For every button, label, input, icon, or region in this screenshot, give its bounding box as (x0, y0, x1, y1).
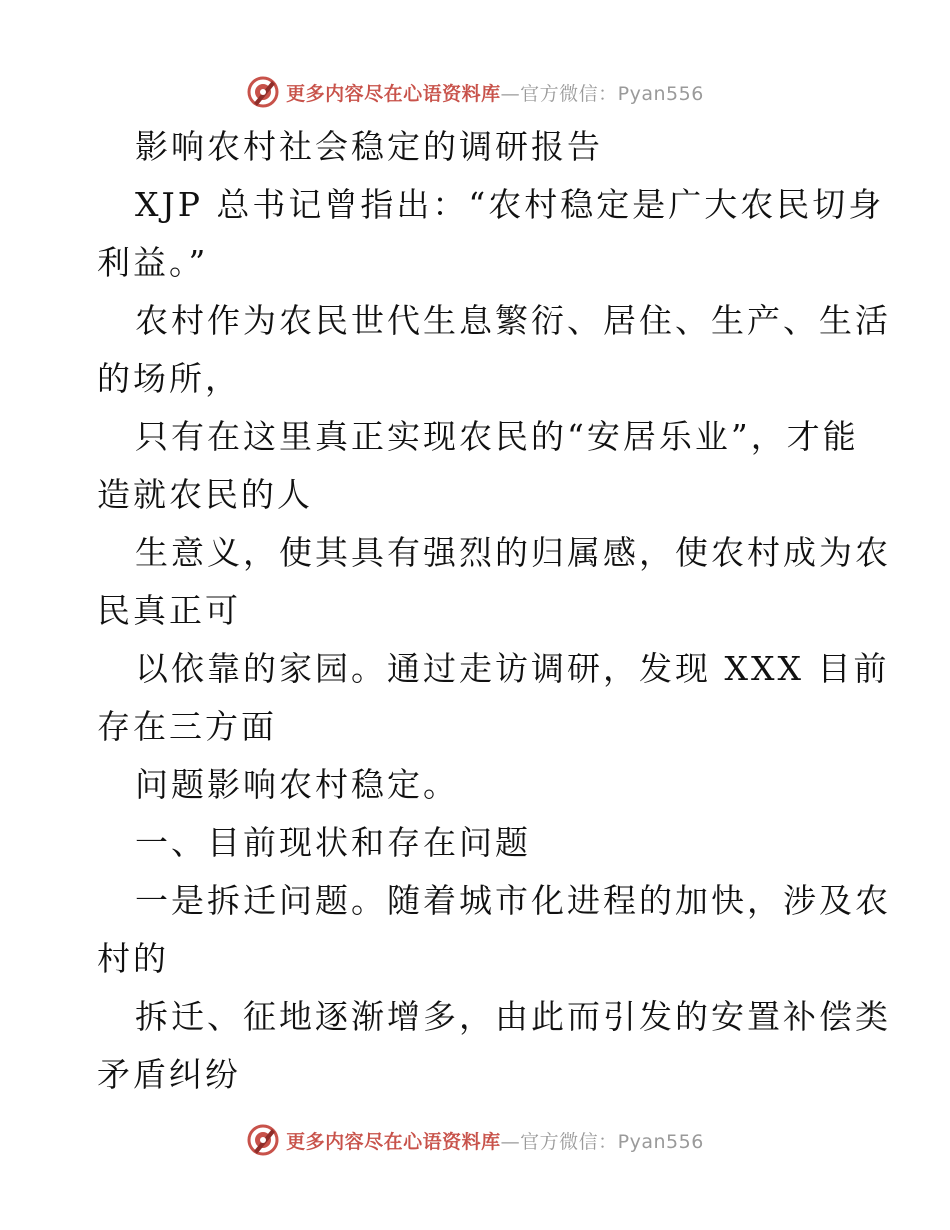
text-line: 生意义，使其具有强烈的归属感，使农村成为农 (135, 533, 891, 572)
document-title: 影响农村社会稳定的调研报告 (135, 127, 603, 166)
watermark-wechat-text: 官方微信：Pyan556 (520, 1130, 704, 1153)
text-line: 以依靠的家园。通过走访调研，发现 XXX 目前 (135, 649, 890, 688)
text-line: 存在三方面 (97, 707, 277, 746)
watermark-text (286, 1127, 704, 1154)
text-line: XJP 总书记曾指出：“农村稳定是广大农民切身 (135, 185, 885, 224)
watermark-site-text: 更多内容尽在心语资料库 (286, 1130, 501, 1153)
watermark-site-text: 更多内容尽在心语资料库 (286, 82, 501, 105)
watermark-wechat-text: 官方微信：Pyan556 (520, 82, 704, 105)
text-line: 造就农民的人 (97, 475, 313, 514)
text-line: 问题影响农村稳定。 (135, 765, 459, 804)
text-line: 矛盾纠纷 (97, 1055, 241, 1094)
text-line: 农村作为农民世代生息繁衍、居住、生产、生活 (135, 301, 891, 340)
text-line: 一是拆迁问题。随着城市化进程的加快，涉及农 (135, 881, 891, 920)
text-line: 村的 (97, 939, 169, 978)
header-watermark (0, 72, 950, 112)
footer-watermark (0, 1120, 950, 1160)
text-line: 民真正可 (97, 591, 241, 630)
text-line: 的场所， (97, 359, 241, 398)
section-heading: 一、目前现状和存在问题 (135, 823, 531, 862)
watermark-separator: — (500, 82, 521, 105)
text-line: 拆迁、征地逐渐增多，由此而引发的安置补偿类 (135, 997, 891, 1036)
watermark-text (286, 79, 704, 106)
pen-logo-icon (246, 75, 280, 109)
watermark-separator: — (500, 1130, 521, 1153)
text-line: 只有在这里真正实现农民的“安居乐业”，才能 (135, 417, 859, 456)
document-body (97, 118, 891, 1104)
pen-logo-icon (246, 1123, 280, 1157)
text-line: 利益。” (97, 243, 209, 282)
